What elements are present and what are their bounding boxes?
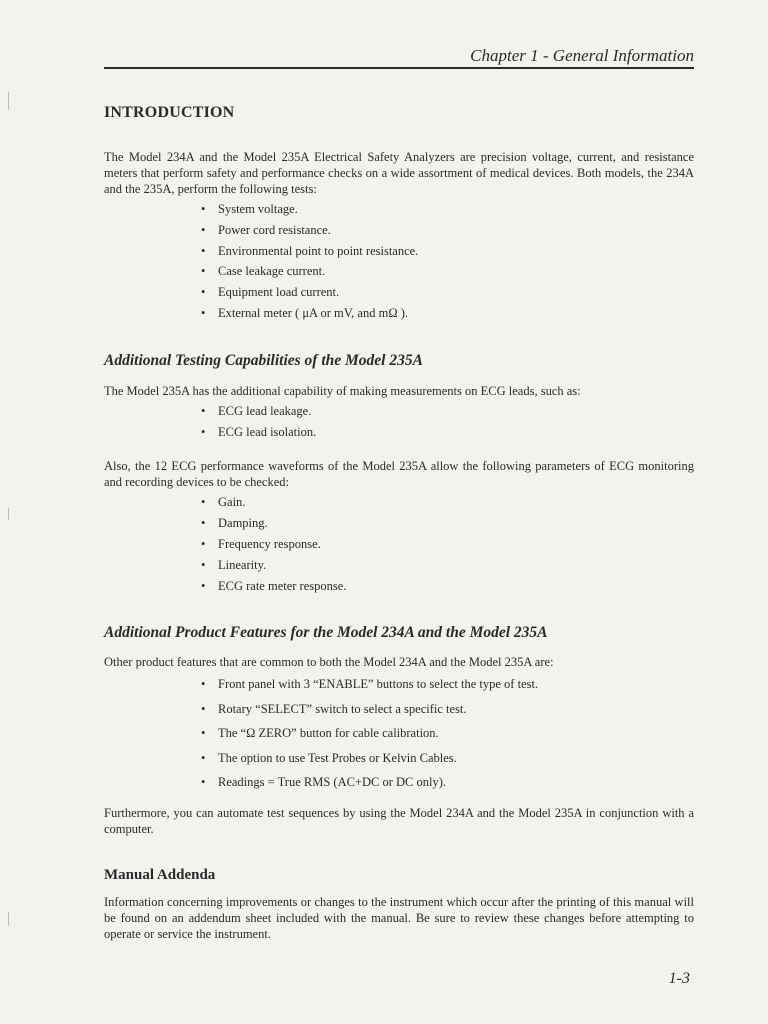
bullet: • xyxy=(201,403,206,418)
list-item: • Case leakage current. xyxy=(201,261,694,282)
bullet: • xyxy=(201,264,206,279)
page-number: 1-3 xyxy=(668,970,690,987)
list-item: • External meter ( μA or mV, and mΩ ). xyxy=(201,303,694,324)
ecg-parameters-list xyxy=(104,492,694,596)
product-features-paragraph: Other product features that are common to both the Model 234A and the Model 235A are: xyxy=(104,655,554,670)
list-item: • Rotary “SELECT” switch to select a specific test. xyxy=(201,697,694,722)
manual-addenda-heading: Manual Addenda xyxy=(104,866,216,883)
list-item: • Readings = True RMS (AC+DC or DC only). xyxy=(201,770,694,795)
list-item: • Power cord resistance. xyxy=(201,220,694,241)
list-item: • The option to use Test Probes or Kelvin Cables. xyxy=(201,746,694,771)
manual-addenda-paragraph: Information concerning improvements or changes to the instrument which occur after the printing of this manual will be found on an addendum sheet included with the manual. Be sure to review these changes before attempting to operate or service the instrument. xyxy=(104,894,694,941)
list-item: • ECG lead isolation. xyxy=(201,422,694,443)
list-item: • Damping. xyxy=(201,513,694,534)
product-features-list xyxy=(104,672,694,795)
scan-mark xyxy=(8,508,9,520)
list-item: • Environmental point to point resistance. xyxy=(201,241,694,262)
list-item: • Linearity. xyxy=(201,555,694,576)
automation-paragraph: Furthermore, you can automate test sequences by using the Model 234A and the Model 235A in conjunction with a computer. xyxy=(104,805,694,836)
introduction-paragraph: The Model 234A and the Model 235A Electrical Safety Analyzers are precision voltage, current, and resistance meters that perform safety and performance checks on a wide assortment of medical devices. Both models, the 234A and the 235A, perform the following tests: xyxy=(104,150,694,196)
bullet: • xyxy=(201,516,206,531)
ecg-lead-list xyxy=(104,401,694,443)
bullet: • xyxy=(201,677,206,692)
bullet: • xyxy=(201,726,206,741)
bullet: • xyxy=(201,285,206,300)
bullet: • xyxy=(201,701,206,716)
bullet: • xyxy=(201,305,206,320)
testing-capabilities-paragraph: The Model 235A has the additional capability of making measurements on ECG leads, such as: xyxy=(104,383,581,398)
scan-mark xyxy=(8,92,9,110)
ecg-waveforms-paragraph: Also, the 12 ECG performance waveforms of the Model 235A allow the following parameters of ECG monitoring and recording devices to be checked: xyxy=(104,459,694,490)
bullet: • xyxy=(201,750,206,765)
bullet: • xyxy=(201,243,206,258)
bullet: • xyxy=(201,495,206,510)
bullet: • xyxy=(201,424,206,439)
bullet: • xyxy=(201,536,206,551)
list-item: • Gain. xyxy=(201,492,694,513)
header-rule xyxy=(104,67,694,69)
list-item: • ECG rate meter response. xyxy=(201,576,694,597)
list-item: • System voltage. xyxy=(201,199,694,220)
list-item: • The “Ω ZERO” button for cable calibration. xyxy=(201,721,694,746)
testing-capabilities-heading: Additional Testing Capabilities of the Model 235A xyxy=(104,351,423,369)
bullet: • xyxy=(201,775,206,790)
list-item: • ECG lead leakage. xyxy=(201,401,694,422)
bullet: • xyxy=(201,222,206,237)
main-content xyxy=(104,104,694,942)
bullet: • xyxy=(201,578,206,593)
scan-mark xyxy=(8,912,9,926)
bullet: • xyxy=(201,202,206,216)
tests-list xyxy=(104,199,694,324)
list-item: • Equipment load current. xyxy=(201,282,694,303)
list-item: • Frequency response. xyxy=(201,534,694,555)
introduction-heading: INTRODUCTION xyxy=(104,104,235,121)
bullet: • xyxy=(201,557,206,572)
product-features-heading: Additional Product Features for the Model 234A and the Model 235A xyxy=(104,624,548,642)
chapter-header: Chapter 1 - General Information xyxy=(470,46,694,65)
list-item: • Front panel with 3 “ENABLE” buttons to select the type of test. xyxy=(201,672,694,697)
